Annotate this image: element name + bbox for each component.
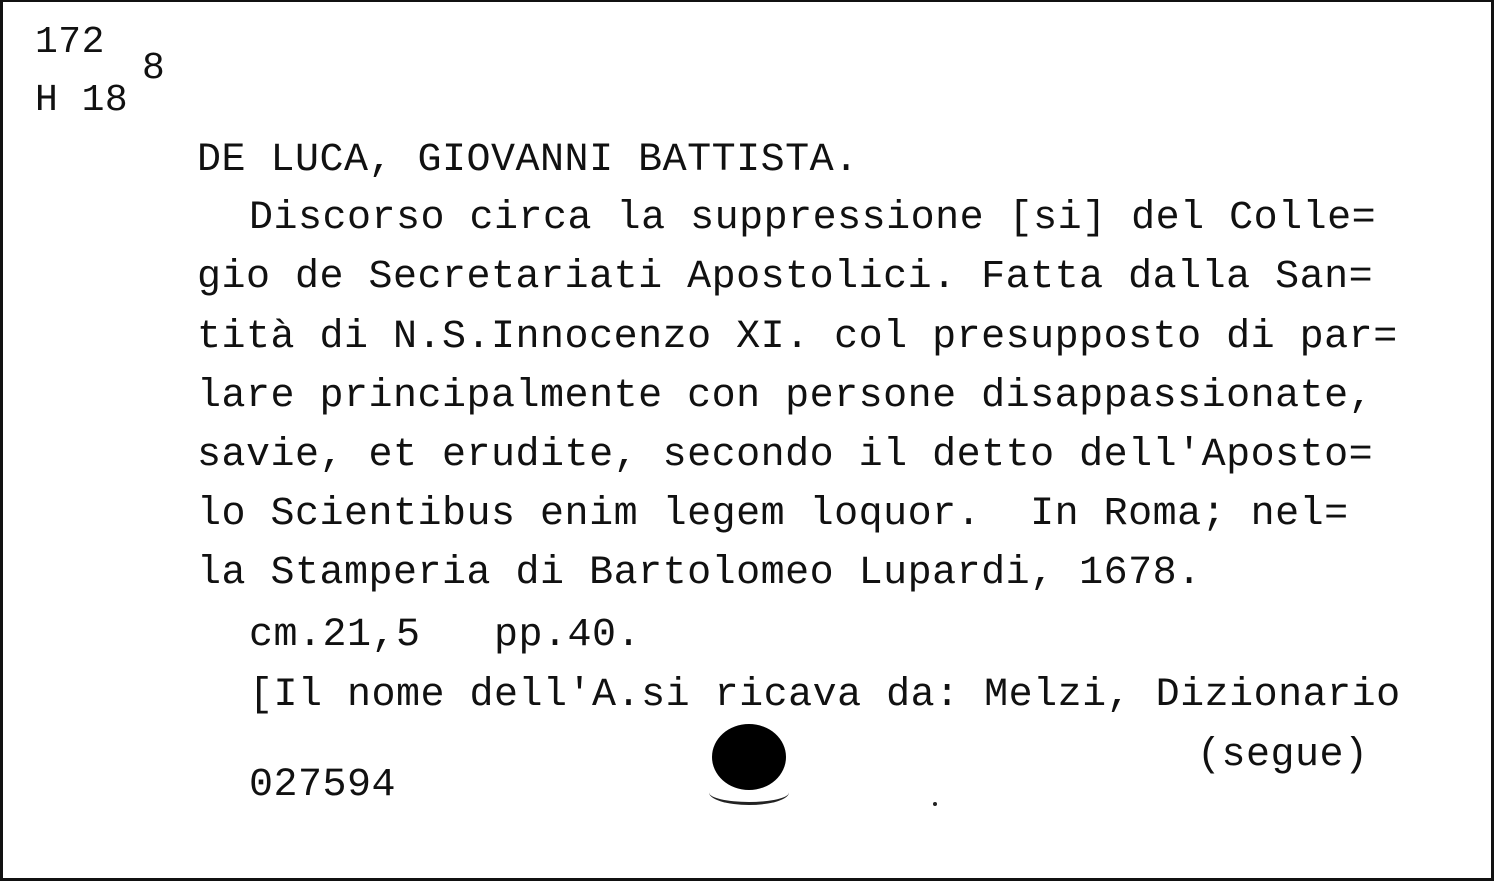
body-line-6: lo Scientibus enim legem loquor. In Roma; nel= bbox=[197, 492, 1349, 537]
body-line-5: savie, et erudite, secondo il detto dell'Aposto= bbox=[197, 433, 1374, 478]
collation: cm.21,5 pp.40. bbox=[249, 613, 642, 658]
author-heading: DE LUCA, GIOVANNI BATTISTA. bbox=[197, 138, 859, 183]
body-line-7: la Stamperia di Bartolomeo Lupardi, 1678. bbox=[197, 551, 1202, 596]
note: [Il nome dell'A.si ricava da: Melzi, Dizionario bbox=[249, 673, 1401, 718]
call-number-superscript: 8 bbox=[142, 47, 166, 90]
punch-hole-shadow bbox=[709, 780, 789, 805]
body-line-1: Discorso circa la suppressione [si] del Colle= bbox=[249, 196, 1377, 241]
body-line-2: gio de Secretariati Apostolici. Fatta dalla San= bbox=[197, 255, 1374, 300]
card-number: 027594 bbox=[249, 763, 397, 808]
call-number-line1: 172 bbox=[35, 21, 105, 64]
body-line-4: lare principalmente con persone disappassionate, bbox=[197, 374, 1374, 419]
ink-speck bbox=[933, 802, 937, 806]
body-line-3: tità di N.S.Innocenzo XI. col presupposto di par= bbox=[197, 315, 1398, 360]
continued-label: (segue) bbox=[1197, 733, 1369, 778]
call-number-line2: H 18 bbox=[35, 79, 129, 122]
